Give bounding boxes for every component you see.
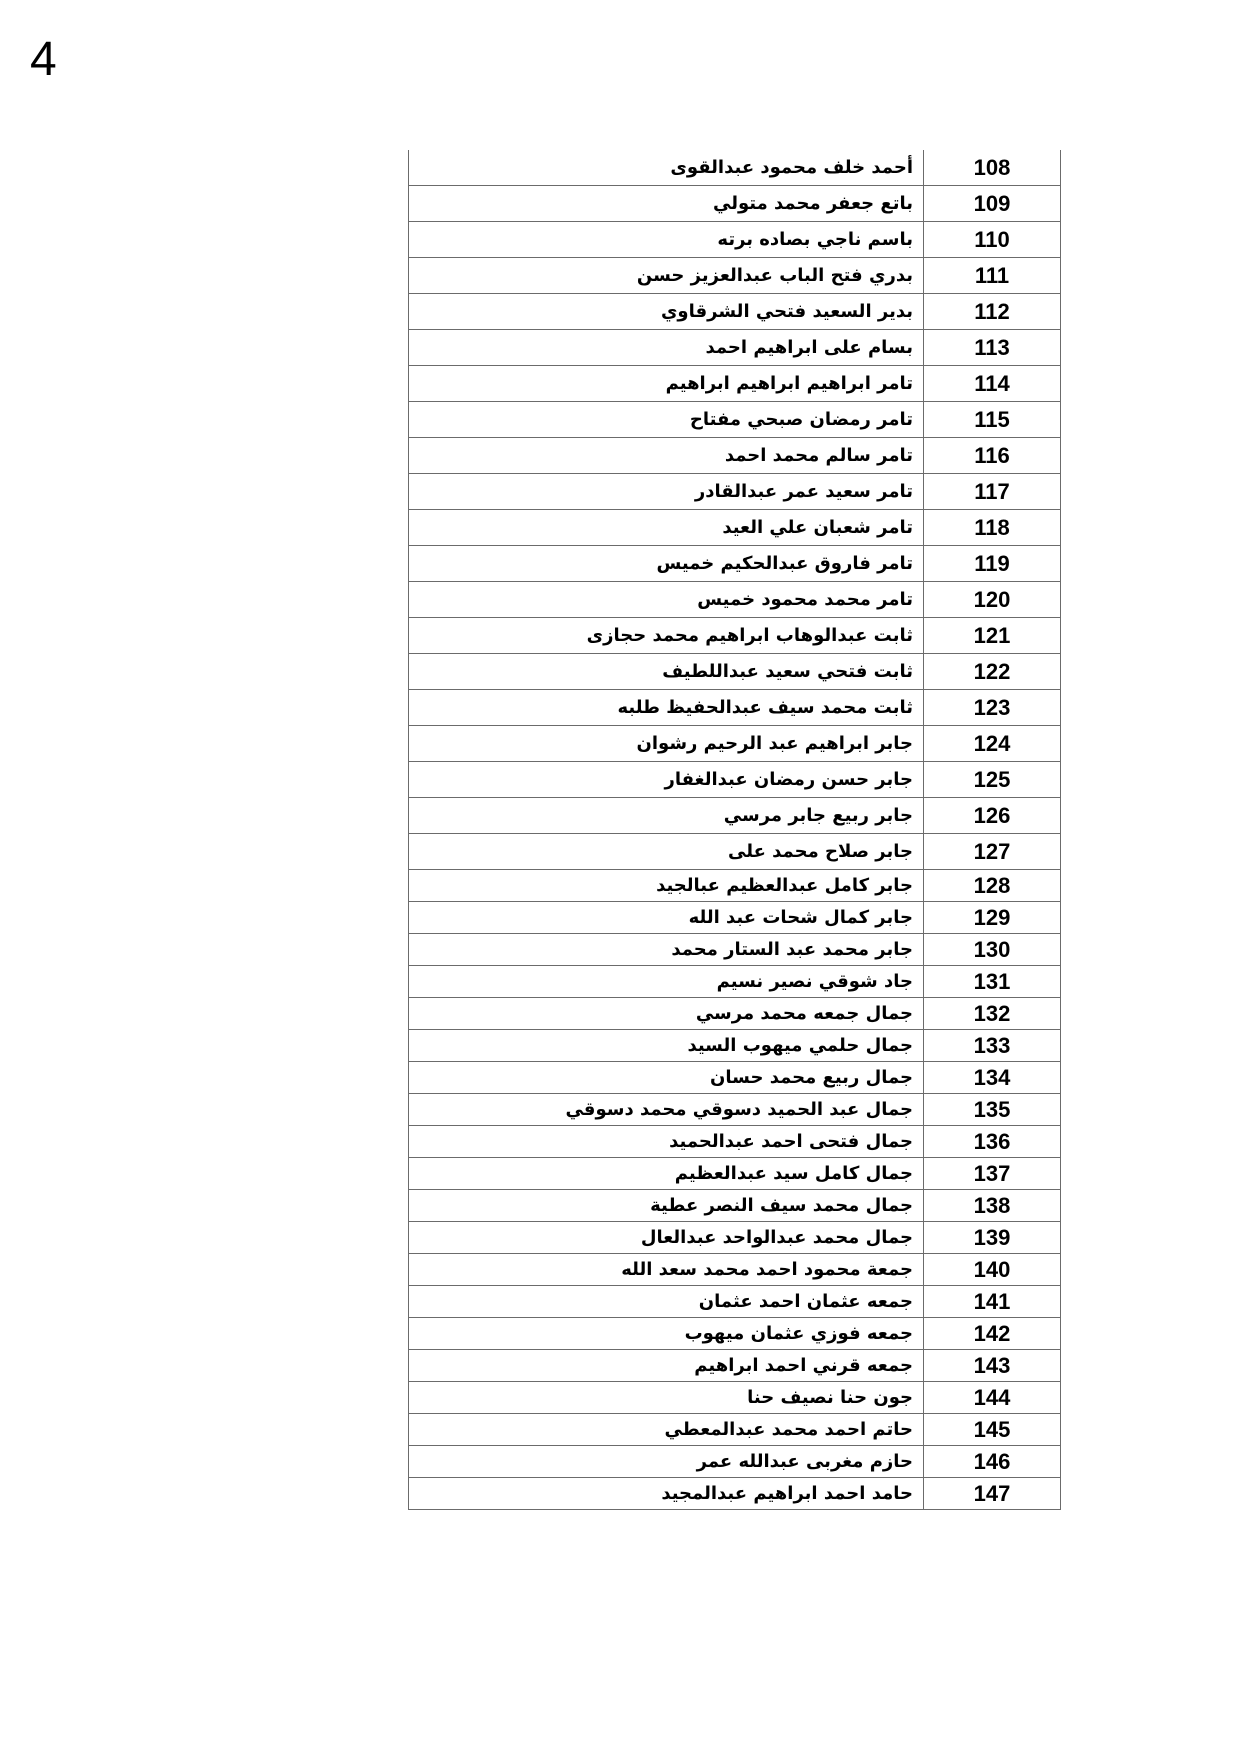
row-name-cell: جمعه عثمان احمد عثمان	[409, 1286, 924, 1318]
row-name-cell: جابر كمال شحات عبد الله	[409, 902, 924, 934]
row-number-cell: 129	[924, 902, 1061, 934]
row-number-cell: 121	[924, 618, 1061, 654]
row-number-cell: 146	[924, 1446, 1061, 1478]
table-row	[409, 1478, 1061, 1510]
row-name-cell: جمال محمد عبدالواحد عبدالعال	[409, 1222, 924, 1254]
row-name-cell: باسم ناجي بصاده برته	[409, 222, 924, 258]
row-name-cell: جمال فتحى احمد عبدالحميد	[409, 1126, 924, 1158]
row-number-cell: 122	[924, 654, 1061, 690]
table-row	[409, 762, 1061, 798]
row-name-cell: جابر صلاح محمد على	[409, 834, 924, 870]
row-number-cell: 111	[924, 258, 1061, 294]
table-row	[409, 1094, 1061, 1126]
row-number-cell: 128	[924, 870, 1061, 902]
table-row	[409, 1318, 1061, 1350]
row-number-cell: 120	[924, 582, 1061, 618]
row-name-cell: تامر فاروق عبدالحكيم خميس	[409, 546, 924, 582]
row-number-cell: 141	[924, 1286, 1061, 1318]
table-row	[409, 690, 1061, 726]
row-name-cell: جمعة محمود احمد محمد سعد الله	[409, 1254, 924, 1286]
table-row	[409, 546, 1061, 582]
row-name-cell: بدير السعيد فتحي الشرقاوي	[409, 294, 924, 330]
table-row	[409, 1030, 1061, 1062]
row-number-cell: 140	[924, 1254, 1061, 1286]
table-row	[409, 1382, 1061, 1414]
row-name-cell: جاد شوقي نصير نسيم	[409, 966, 924, 998]
table-row	[409, 1414, 1061, 1446]
table-row	[409, 1158, 1061, 1190]
row-name-cell: جمال عبد الحميد دسوقي محمد دسوقي	[409, 1094, 924, 1126]
row-name-cell: جون حنا نصيف حنا	[409, 1382, 924, 1414]
names-table	[408, 150, 1061, 1510]
names-table-body	[409, 150, 1061, 1510]
table-row	[409, 1062, 1061, 1094]
row-number-cell: 109	[924, 186, 1061, 222]
row-number-cell: 131	[924, 966, 1061, 998]
table-row	[409, 1126, 1061, 1158]
row-number-cell: 126	[924, 798, 1061, 834]
row-name-cell: جمال جمعه محمد مرسي	[409, 998, 924, 1030]
row-number-cell: 115	[924, 402, 1061, 438]
row-number-cell: 133	[924, 1030, 1061, 1062]
table-row	[409, 186, 1061, 222]
row-number-cell: 139	[924, 1222, 1061, 1254]
row-number-cell: 112	[924, 294, 1061, 330]
row-number-cell: 123	[924, 690, 1061, 726]
row-name-cell: تامر رمضان صبحي مفتاح	[409, 402, 924, 438]
row-number-cell: 117	[924, 474, 1061, 510]
row-name-cell: جمال حلمي ميهوب السيد	[409, 1030, 924, 1062]
row-number-cell: 137	[924, 1158, 1061, 1190]
row-name-cell: أحمد خلف محمود عبدالقوى	[409, 150, 924, 186]
row-number-cell: 136	[924, 1126, 1061, 1158]
row-number-cell: 113	[924, 330, 1061, 366]
row-number-cell: 134	[924, 1062, 1061, 1094]
table-row	[409, 150, 1061, 186]
table-row	[409, 294, 1061, 330]
row-number-cell: 145	[924, 1414, 1061, 1446]
row-name-cell: جابر ربيع جابر مرسي	[409, 798, 924, 834]
table-row	[409, 582, 1061, 618]
row-number-cell: 110	[924, 222, 1061, 258]
table-row	[409, 510, 1061, 546]
table-row	[409, 330, 1061, 366]
row-name-cell: جمعه قرني احمد ابراهيم	[409, 1350, 924, 1382]
row-name-cell: حاتم احمد محمد عبدالمعطي	[409, 1414, 924, 1446]
row-number-cell: 108	[924, 150, 1061, 186]
table-row	[409, 258, 1061, 294]
row-number-cell: 142	[924, 1318, 1061, 1350]
table-row	[409, 474, 1061, 510]
table-row	[409, 726, 1061, 762]
row-name-cell: ثابت عبدالوهاب ابراهيم محمد حجازى	[409, 618, 924, 654]
row-number-cell: 118	[924, 510, 1061, 546]
table-row	[409, 1190, 1061, 1222]
row-number-cell: 132	[924, 998, 1061, 1030]
row-number-cell: 144	[924, 1382, 1061, 1414]
table-row	[409, 618, 1061, 654]
table-row	[409, 1222, 1061, 1254]
row-name-cell: جمال ربيع محمد حسان	[409, 1062, 924, 1094]
table-row	[409, 402, 1061, 438]
row-number-cell: 138	[924, 1190, 1061, 1222]
table-row	[409, 902, 1061, 934]
table-row	[409, 654, 1061, 690]
table-row	[409, 1286, 1061, 1318]
row-number-cell: 127	[924, 834, 1061, 870]
row-name-cell: جمال محمد سيف النصر عطية	[409, 1190, 924, 1222]
table-row	[409, 798, 1061, 834]
row-number-cell: 124	[924, 726, 1061, 762]
table-row	[409, 934, 1061, 966]
row-name-cell: حامد احمد ابراهيم عبدالمجيد	[409, 1478, 924, 1510]
row-name-cell: ثابت محمد سيف عبدالحفيظ طلبه	[409, 690, 924, 726]
row-name-cell: بسام على ابراهيم احمد	[409, 330, 924, 366]
row-number-cell: 114	[924, 366, 1061, 402]
row-name-cell: تامر شعبان علي العيد	[409, 510, 924, 546]
row-name-cell: جابر محمد عبد الستار محمد	[409, 934, 924, 966]
row-number-cell: 135	[924, 1094, 1061, 1126]
row-number-cell: 125	[924, 762, 1061, 798]
row-name-cell: حازم مغربى عبدالله عمر	[409, 1446, 924, 1478]
table-row	[409, 438, 1061, 474]
row-name-cell: جمال كامل سيد عبدالعظيم	[409, 1158, 924, 1190]
row-number-cell: 147	[924, 1478, 1061, 1510]
row-name-cell: جابر ابراهيم عبد الرحيم رشوان	[409, 726, 924, 762]
row-name-cell: بدري فتح الباب عبدالعزيز حسن	[409, 258, 924, 294]
table-row	[409, 998, 1061, 1030]
table-row	[409, 222, 1061, 258]
row-name-cell: جابر كامل عبدالعظيم عبالجيد	[409, 870, 924, 902]
row-number-cell: 119	[924, 546, 1061, 582]
row-number-cell: 143	[924, 1350, 1061, 1382]
table-row	[409, 366, 1061, 402]
row-name-cell: جابر حسن رمضان عبدالغفار	[409, 762, 924, 798]
row-name-cell: تامر ابراهيم ابراهيم ابراهيم	[409, 366, 924, 402]
row-number-cell: 130	[924, 934, 1061, 966]
table-row	[409, 1446, 1061, 1478]
table-row	[409, 834, 1061, 870]
row-name-cell: جمعه فوزي عثمان ميهوب	[409, 1318, 924, 1350]
row-name-cell: تامر سالم محمد احمد	[409, 438, 924, 474]
row-name-cell: ثابت فتحي سعيد عبداللطيف	[409, 654, 924, 690]
table-row	[409, 870, 1061, 902]
table-row	[409, 966, 1061, 998]
row-name-cell: باتع جعفر محمد متولي	[409, 186, 924, 222]
row-number-cell: 116	[924, 438, 1061, 474]
row-name-cell: تامر سعيد عمر عبدالقادر	[409, 474, 924, 510]
row-name-cell: تامر محمد محمود خميس	[409, 582, 924, 618]
table-row	[409, 1254, 1061, 1286]
page-number: 4	[30, 33, 57, 86]
table-row	[409, 1350, 1061, 1382]
